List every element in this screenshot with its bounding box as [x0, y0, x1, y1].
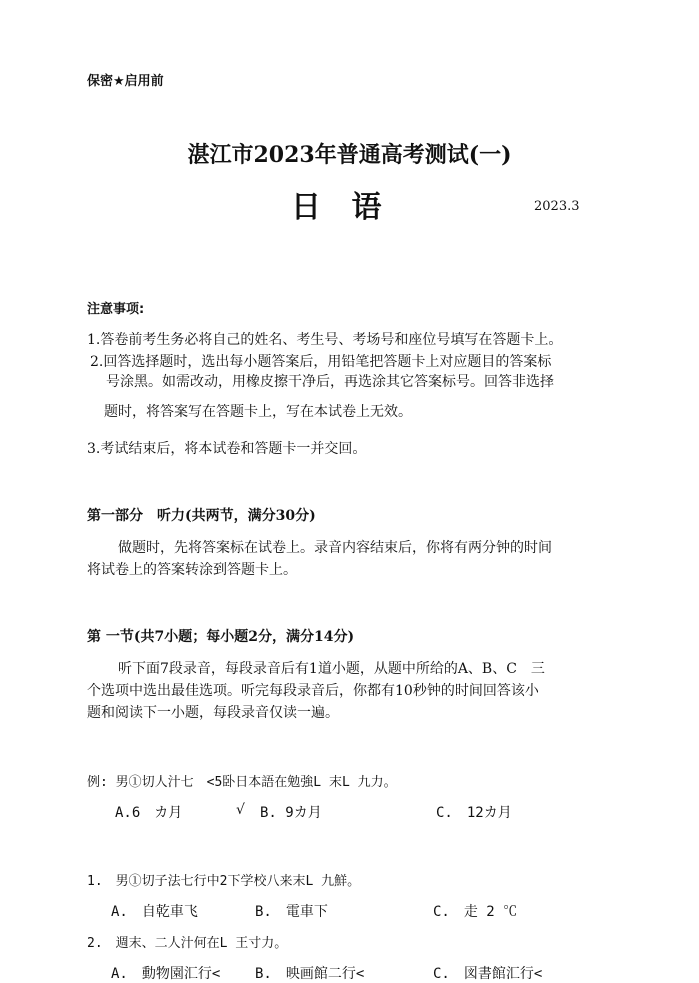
confidential-label: 保密★启用前 — [87, 74, 164, 89]
question-2-text: 2. 週末、二人汁何在L 王寸力。 — [87, 936, 288, 951]
question-1-option-a: A. 自乾車飞 — [111, 904, 198, 920]
notes-item-2-line-3: 题时，将答案写在答题卡上，写在本试卷上无效。 — [104, 404, 412, 420]
subject-title: 日 语 — [291, 190, 392, 225]
section1-intro-line-1: 听下面7段录音，每段录音后有1道小题，从题中所给的A、B、C 三 — [118, 661, 545, 677]
question-1-option-b: B. 電車下 — [255, 904, 328, 920]
part1-intro-line-1: 做题时，先将答案标在试卷上。录音内容结束后，你将有两分钟的时间 — [118, 540, 552, 556]
exam-title: 湛江市2023年普通高考测试(一) — [187, 142, 512, 168]
section1-intro-line-3: 题和阅读下一小题，每段录音仅读一遍。 — [87, 705, 339, 721]
part1-intro-line-2: 将试卷上的答案转涂到答题卡上。 — [87, 562, 297, 578]
example-question: 例: 男①切人汁七 <5卧日本語在勉強L 末L 九力。 — [87, 775, 397, 790]
section1-intro-line-2: 个选项中选出最佳选项。听完每段录音后，你都有10秒钟的时间回答该小 — [87, 683, 539, 699]
question-2-option-b: B. 映画館二行< — [255, 966, 365, 982]
notes-item-2-line-1: 2.回答选择题时，选出每小题答案后，用铅笔把答题卡上对应题目的答案标 — [90, 354, 552, 370]
notes-item-1: 1.答卷前考生务必将自己的姓名、考生号、考场号和座位号填写在答题卡上。 — [87, 332, 563, 348]
question-2-option-c: C. 図書館汇行< — [433, 966, 543, 982]
check-mark-icon: √ — [236, 802, 245, 818]
notes-item-3: 3.考试结束后，将本试卷和答题卡一并交回。 — [87, 441, 367, 457]
question-1-option-c: C. 走 2 ℃ — [433, 904, 518, 920]
question-1-text: 1. 男①切子法七行中2下学校八来末L 九鮮。 — [87, 874, 361, 889]
notes-heading: 注意事项: — [87, 302, 145, 317]
example-option-c: C. 12カ月 — [436, 805, 512, 821]
part1-heading: 第一部分 听力(共两节，满分30分) — [87, 508, 316, 524]
section1-heading: 第 一节(共7小题；每小题2分，满分14分) — [87, 629, 355, 645]
notes-item-2-line-2: 号涂黑。如需改动，用橡皮擦干净后，再选涂其它答案标号。回答非选择 — [106, 374, 554, 390]
exam-date: 2023.3 — [534, 199, 580, 214]
example-option-b: B. 9カ月 — [260, 805, 322, 821]
example-option-a: A.6 カ月 — [115, 805, 183, 821]
question-2-option-a: A. 動物園汇行< — [111, 966, 221, 982]
